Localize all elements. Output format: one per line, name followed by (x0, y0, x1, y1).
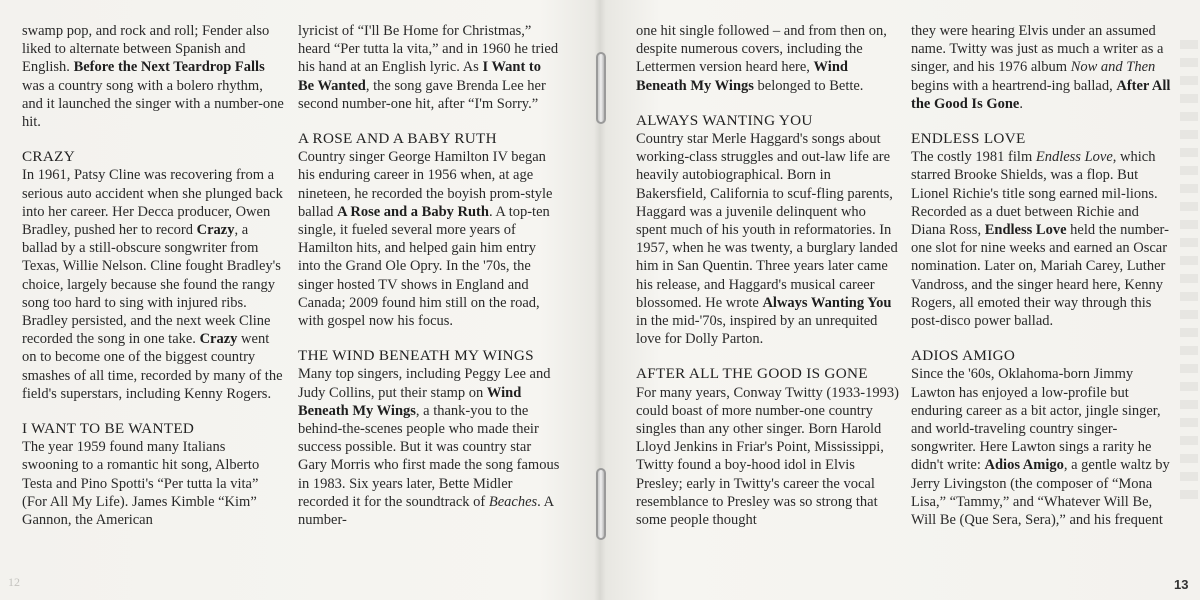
paragraph-always-wanting-you: Country star Merle Haggard's songs about working-class struggles and out-law life are heavily autobiographical. Born in Bakersfield, California to scuf-fling parents, Haggard was a juvenile delinquent who spent much of his youth in reformatories. In 1957, when he was twenty, a burglary landed him in San Quentin. Three years later came his release, and Haggard's musical career blossomed. He wrote Always Wanting You in the mid-'70s, inspired by an unrequited love for Dolly Parton. (636, 131, 898, 348)
heading-i-want-to-be-wanted: I WANT TO BE WANTED (22, 420, 195, 438)
paragraph-wind-beneath-my-wings: Many top singers, including Peggy Lee and Judy Collins, put their stamp on Wind Beneath My Wings, a thank-you to the behind-the-scenes people who made their success possible. But it was country star Gary Morris who first made the song famous in 1983. Six years later, Bette Midler recorded it for the soundtrack of Beaches. A number- (298, 366, 560, 529)
song-title: Wind Beneath My Wings (636, 59, 848, 94)
heading-endless-love: ENDLESS LOVE (911, 130, 1026, 148)
paragraph-i-want-to-be-wanted: The year 1959 found many Italians swooning to a romantic hit song, Alberto Testa and Pino Spotti's “Per tutta la vita” (For All My Life). James Kimble “Kim” Gannon, the American (22, 439, 260, 529)
paragraph-endless-love: The costly 1981 film Endless Love, which starred Brooke Shields, was a flop. But Lionel Richie's title song earned mil-lions. Recorded as a duet between Richie and Diana Ross, Endless Love held the number-one slot for nine weeks and earned an Oscar nomination. Later on, Mariah Carey, Luther Vandross, and the singer heard here, Kenny Rogers, all emoted their way through this post-disco power ballad. (911, 149, 1169, 330)
paragraph-wanted-cont: lyricist of “I'll Be Home for Christmas,” heard “Per tutta la vita,” and in 1960 he tried his hand at an English lyric. As I Want to Be Wanted, the song gave Brenda Lee her second number-one hit, after “I'm Sorry.” (298, 23, 559, 112)
paragraph-crazy: In 1961, Patsy Cline was recovering from a serious auto accident when she plunged back into her career. Her Decca producer, Owen Bradley, pushed her to record Crazy, a ballad by a still-obscure songwriter from Texas, Willie Nelson. Cline fought Bradley's choice, largely because she found the rangy song too hard to sing with injured ribs. Bradley persisted, and the next week Cline recorded the song in one take. Crazy went on to become one of the biggest country smashes of all time, recorded by many of the field's superstars, including Kenny Rogers. (22, 167, 283, 402)
paragraph-wind-cont: one hit single followed – and from then on, despite numerous covers, including the Lettermen version heard here, Wind Beneath My Wings belonged to Bette. (636, 23, 887, 94)
paragraph-after-all-the-good-is-gone: For many years, Conway Twitty (1933-1993) could boast of more number-one country singles than any other singer. Born Harold Lloyd Jenkins in Friar's Point, Mississippi, Twitty found a boy-hood idol in Elvis Presley; early in Twitty's career the vocal resemblance to Presley was so strong that some people thought (636, 384, 899, 529)
page-number: 13 (1174, 577, 1189, 592)
song-title: Always Wanting You (762, 294, 892, 311)
heading-rose-and-baby-ruth: A ROSE AND A BABY RUTH (298, 130, 497, 148)
heading-always-wanting-you: ALWAYS WANTING YOU (636, 111, 813, 129)
bleed-through-right-edge (1180, 40, 1198, 500)
paragraph-after-all-cont: they were hearing Elvis under an assumed name. Twitty was just as much a writer as a singer, and his 1976 album Now and Then begins with a heartrend-ing ballad, After All the Good Is Gone. (911, 23, 1171, 112)
song-title: Wind Beneath My Wings (298, 384, 522, 419)
column-1 (22, 22, 284, 529)
paragraph-adios-amigo: Since the '60s, Oklahoma-born Jimmy Lawton has enjoyed a low-profile but enduring career as a bit actor, jingle singer, and world-traveling country singer-songwriter. Here Lawton sings a rarity he didn't write: Adios Amigo, a gentle waltz by Jerry Livingston (the composer of “Mona Lisa,” “Tammy,” and “Whatever Will Be, Will Be (Que Sera, Sera),” and his frequent (911, 366, 1170, 529)
song-title: Crazy (196, 222, 235, 239)
staple-top (596, 52, 606, 124)
song-title: Adios Amigo (984, 457, 1064, 474)
song-title: Before the Next Teardrop Falls (73, 59, 265, 76)
column-3 (636, 22, 900, 529)
film-title: Endless Love (1035, 149, 1113, 166)
heading-wind-beneath-my-wings: THE WIND BENEATH MY WINGS (298, 347, 534, 365)
heading-after-all-the-good-is-gone: AFTER ALL THE GOOD IS GONE (636, 365, 868, 383)
song-title: Crazy (199, 331, 238, 348)
paragraph-before-teardrop: swamp pop, and rock and roll; Fender also liked to alternate between Spanish and English. Before the Next Teardrop Falls was a country song with a bolero rhythm, and it launched the singer with a number-one hit. (22, 23, 284, 131)
paragraph-rose-and-baby-ruth: Country singer George Hamilton IV began his enduring career in 1956 when, at age nineteen, he recorded the boyish prom-style ballad A Rose and a Baby Ruth. A top-ten single, it fueled several more years of Hamilton hits, and helped gain him entry into the Grand Ole Opry. In the '70s, the singer hosted TV shows in England and Canada; 2009 found him still on the road, with gospel now his focus. (298, 149, 553, 330)
song-title: After All the Good Is Gone (911, 77, 1171, 112)
heading-adios-amigo: ADIOS AMIGO (911, 347, 1016, 365)
song-title: Endless Love (984, 222, 1067, 239)
film-title: Beaches (488, 493, 538, 510)
column-2 (298, 22, 560, 529)
bleed-through-text: 12 (8, 575, 20, 589)
column-4 (911, 22, 1173, 529)
song-title: A Rose and a Baby Ruth (337, 203, 489, 220)
heading-crazy: CRAZY (22, 148, 75, 166)
staple-bottom (596, 468, 606, 540)
song-title: I Want to Be Wanted (298, 59, 542, 94)
album-title: Now and Then (1070, 59, 1156, 76)
